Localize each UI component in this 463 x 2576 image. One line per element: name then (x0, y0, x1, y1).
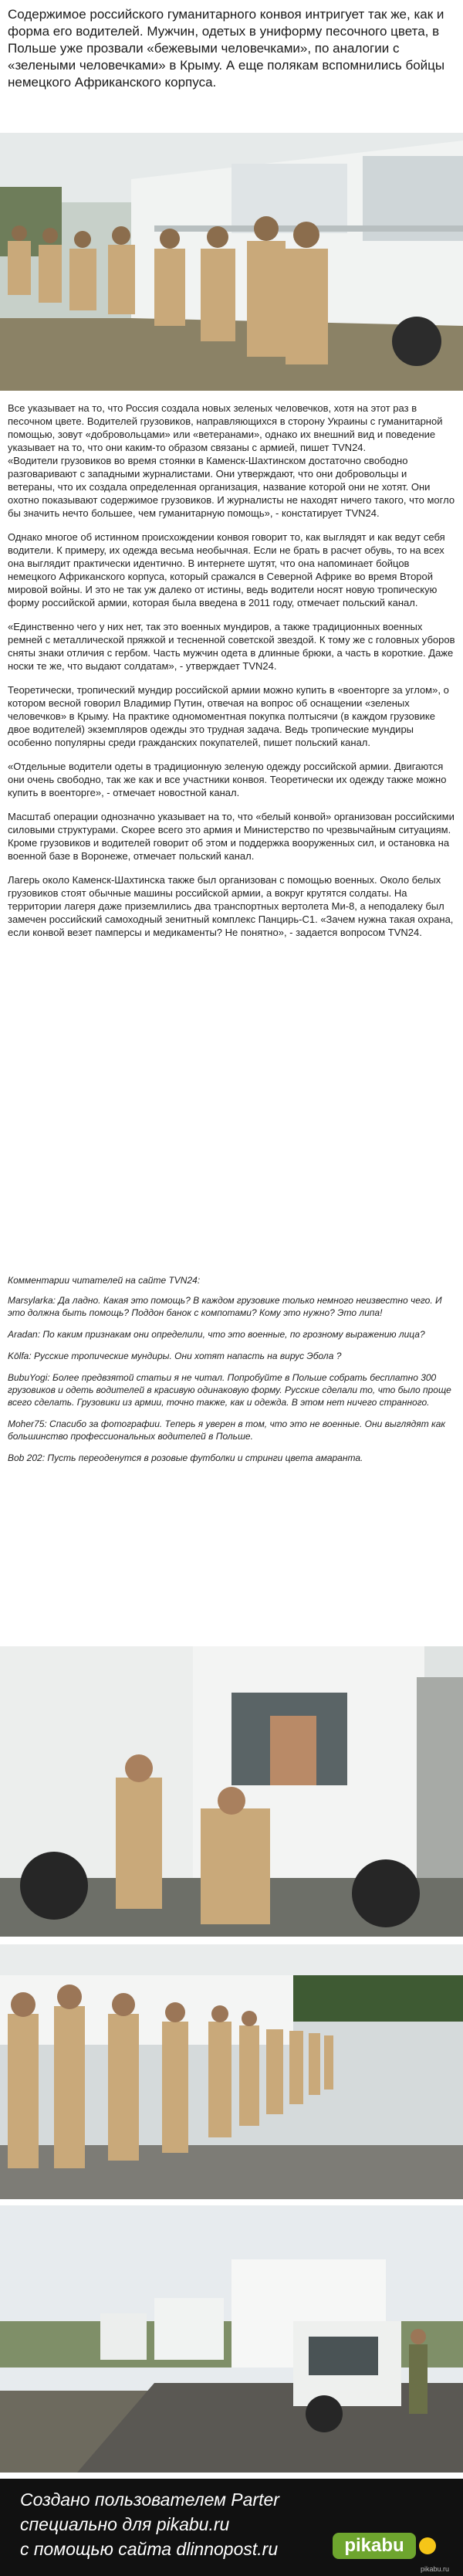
footer-line-tool: с помощью сайта dlinnopost.ru (20, 2539, 279, 2559)
photo-drivers-walking (0, 133, 463, 391)
comment: Moher75: Спасибо за фотографии. Теперь я уверен в том, что это не военные. Они выглядят как большинство профессиональных водителей в Польше. (8, 1418, 446, 1442)
photo-truck-cab (0, 1646, 463, 1937)
comment: Marsylarka: Да ладно. Какая это помощь? В каждом грузовике только немного неизвестно чего. И это должна быть помощь? Поддон банок с компотами? Кому это нужно? Это липа! (8, 1295, 442, 1318)
footer-banner (0, 2479, 463, 2576)
article-paragraph: «Отдельные водители одеты в традиционную зеленую одежду российской армии. Двигаются они очень свободно, так же как и все участники конвоя. Теоретически их одежду также можно купить в военторге», - отмечает новостной канал. (8, 761, 447, 798)
article-paragraph: Масштаб операции однозначно указывает на то, что «белый конвой» организован российскими силовыми структурами. Скорее всего это армия и Министерство по чрезвычайным ситуациям. Кроме грузовиков и водителей говорит об этом и поддержка вооруженных сил, и остановка на военной базе в Воронеже, отмечает польский канал. (8, 811, 455, 862)
comment: BubuYogi: Более предвзятой статьи я не читал. Попробуйте в Польше собрать бесплатно 300 грузовиков и одеть водителей в красивую одинаковую форму. Русские сделали то, что было проще всего сделать. Грузовики из армии, точно также, как и одежда. В этом нет ничего странного. (8, 1372, 451, 1408)
comment: Kōlfa: Русские тропические мундиры. Они хотят напасть на вирус Эбола ? (8, 1351, 342, 1361)
comment: Bob 202: Пусть переоденутся в розовые футболки и стринги цвета амаранта. (8, 1452, 363, 1463)
article-paragraph: Все указывает на то, что Россия создала новых зеленых человечков, хотя на этот раз в песочном цвете. Водителей грузовиков, направляющихся в сторону Украины с гуманитарной помощью, зовут «добровольцами» или «ветеранами», однако их внешний вид и поведение указывает на то, что они каким-то образом связаны с армией, пишет TVN24. «Водители грузовиков во время стоянки в Каменск-Шахтинском достаточно свободно разговаривают с западными журналистами. Они утверждают, что они добровольцы и ветераны, что их создала определенная организация, название которой они не хотят. Они охотно показывают содержимое грузовиков. И журналисты не находят ничего такого, что могло бы значить нечто большее, чем гуманитарную помощь», - констатирует TVN24. (8, 402, 455, 519)
article-paragraph: Однако многое об истинном происхождении конвоя говорит то, как выглядят и как ведут себя водители. К примеру, их одежда весьма необычная. Если не брать в расчет обувь, то на всех она выглядит практически идентично. В интернете шутят, что она напоминает бойцов немецкого Африканского корпуса, который сражался в Северной Африке во время Второй мировой войны. И это не так уж далеко от истины, ведь водители носят новую тропическую форму российской армии, которая была введена в 2011 году, отмечает польский канал. (8, 531, 445, 608)
article-paragraph: «Единственно чего у них нет, так это военных мундиров, а также традиционных военных ремней с металлической пряжкой и тесненной советской звездой. К тому же с головных уборов сняты знаки отличия с гербом. Часть мужчин одета в длинные брюки, а часть в короткие. Даже носки те же, что выдают солдатам», - утверждает TVN24. (8, 621, 455, 672)
intro-text: Содержимое российского гуманитарного конвоя интригует так же, как и форма его водителей. Мужчин, одетых в униформу песочного цвета, в Польше уже прозвали «бежевыми человечками», по аналогии с «зелеными человечками» в Крыму. А еще полякам вспомнились бойцы немецкого Африканского корпуса. (8, 7, 445, 90)
footer-line-author: Создано пользователем Parter (20, 2490, 279, 2510)
article-paragraph: Лагерь около Каменск-Шахтинска также был организован с помощью военных. Около белых грузовиков стоят обычные машины российской армии, а вокруг крутятся солдаты. На территории лагеря даже приземлились два транспортных вертолета Ми-8, а неподалеку был замечен российский самоходный зенитный комплекс Панцирь-С1. «Зачем нужна такая охрана, если конвой везет памперсы и медикаменты? Не понятно», - задается вопросом TVN24. (8, 874, 454, 938)
article-paragraph: Теоретически, тропический мундир российской армии можно купить в «военторге за углом», о котором весной говорил Владимир Путин, отвечая на вопрос об оснащении «зеленых человечков» в Крыму. На практике одномоментная покупка полтысячи (в каждом грузовике двое водителей) экземпляров одежды это трудная задача. Ведь тропические мундиры особенно популярны среди гражданских покупателей, пишет польский канал. (8, 684, 449, 748)
comments-section (8, 1274, 455, 1473)
comments-heading: Комментарии читателей на сайте TVN24: (8, 1275, 201, 1286)
photo-convoy-road (0, 2205, 463, 2473)
comment: Aradan: По каким признакам они определили, что это военные, по грозному выражению лица? (8, 1329, 425, 1340)
watermark: pikabu.ru (421, 2565, 450, 2573)
article-body (8, 402, 455, 950)
footer-line-site: специально для pikabu.ru (20, 2514, 230, 2534)
smile-icon (419, 2537, 436, 2554)
photo-lineup (0, 1944, 463, 2199)
pikabu-logo[interactable]: pikabu (333, 2533, 416, 2559)
